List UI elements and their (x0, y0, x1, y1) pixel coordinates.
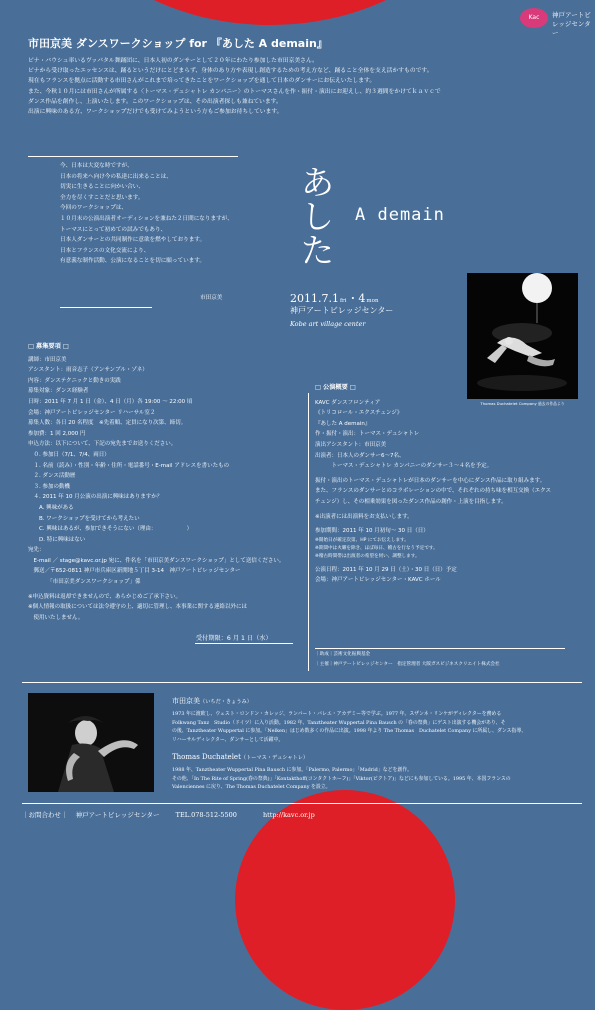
intro-line: 出演に興味のある方、ワークショップだけでも受けてみようという方もご参加お待ちしています。 (28, 109, 283, 116)
performance-line: KAVC ダンスフロンティア (315, 399, 381, 406)
performance-line: 会場：神戸アートビレッジセンター・KAVC ホール (315, 577, 441, 584)
bio-line: Valenciennes に戻り、The Thomas Duchatelet Company を設立。 (172, 784, 331, 791)
workshop-line: ０. 参加日（7/1、7/4、両日） (28, 451, 110, 458)
bio-line: リハーサルディレクター、ダンサーとして活躍中。 (172, 737, 284, 744)
performance-note: ※期間中は火曜を除き、ほぼ毎日、稽古を行なう予定です。 (315, 545, 438, 551)
divider (22, 803, 582, 804)
inquiry-label: ｜お問合わせ｜ (22, 811, 68, 819)
workshop-line: 募集対象：ダンス経験者 (28, 388, 89, 395)
poem-line: １０月末の公演出演者オーディションを兼ねた２日間になりますが、 (60, 215, 233, 222)
workshop-line: C. 興味はあるが、参加できそうにない（理由： ） (28, 526, 193, 533)
performance-line: 参加期間：2011 年 10 月初旬～ 30 日（日） (315, 528, 429, 535)
poem-line: 日本とフランスの文化交流により、 (60, 247, 150, 254)
workshop-line: 宛先： (28, 547, 45, 554)
poem-line: トーマスにとって初めての試みでもあり、 (60, 226, 167, 233)
bio-name (172, 697, 582, 707)
intro-line: ピナから受け取ったエッセンスは、踊るというだけにとどまらず、身体のあり方や表現し創造するための考え方など、踊ること全体を支え活かすものです。 (28, 68, 433, 75)
workshop-line: ２. ダンス活動歴 (28, 473, 76, 480)
show-title-vertical (301, 163, 334, 270)
workshop-line: 講師：市田京美 (28, 356, 67, 363)
performance-line: ※出演者には出演料をお支払いします。 (315, 513, 413, 520)
date-separator: ・ (347, 292, 359, 305)
poem-signature: 市田京美 (200, 295, 223, 301)
performance-line: チェンジ）し、その相乗効果を図ったダンス作品の創作・上演を目指します。 (315, 498, 507, 505)
workshop-line: アシスタント：雨音志子（アンサンブル・ゾネ） (28, 367, 148, 374)
bio-name (172, 753, 582, 763)
biographies (172, 697, 582, 792)
poem-line: 今、日本は大変な時ですが、 (60, 163, 133, 169)
poem-line: 切実に生きることに向かい合い、 (60, 184, 144, 191)
intro-text (28, 56, 568, 117)
workshop-line: ４. 2011 年 10 月公演の出演に興味はありますか？ (28, 494, 163, 501)
workshop-line: D. 特に興味はない (28, 536, 86, 543)
bio-line: の後、Tanztheater Wuppertal に参加。「Nelken」はじめ数多くの作品に出演。1998 年より The Thomas Duchatelet Company に所属し、ダンス指導、 (172, 728, 527, 735)
intro-line: ピナ・バウシュ率いるヴッパタル舞踊団に、日本人初のダンサーとして２０年にわたり参加した市田京美さん。 (28, 58, 318, 64)
performance-heading: □ 公演概要 □ (315, 384, 356, 391)
performance-line: 作・振付・演出：トーマス・デュシャトレ (315, 431, 420, 438)
workshop-line: 参加費：1 回 2,000 円 (28, 430, 86, 437)
performance-line: 『あした A demain』 (315, 420, 371, 427)
performance-note: ※開始日が確定次第、HP にてお伝えします。 (315, 537, 409, 543)
workshop-line: 会場：神戸アートビレッジセンター リハーサル室２ (28, 409, 156, 416)
dancer-portrait-photo (28, 693, 154, 792)
title-char: た (301, 231, 334, 270)
workshop-line: ３. 参加の動機 (28, 483, 70, 490)
venue-english: Kobe art village center (290, 320, 366, 328)
intro-line: また、今秋１０月には市田さんが所属する〈トーマス・デュシャトレ カンパニー〉のトーマスさんを作・振付・演出にお迎えし、約３週間をかけてｋａｖｃで (28, 88, 441, 95)
phone-number[interactable]: TEL.078-512-5500 (175, 811, 237, 819)
footer-contact (22, 810, 321, 819)
performance-line: 演出アシスタント：市田京美 (315, 441, 387, 448)
bio-line: その他、「In The Rite of Spring(春の祭典)」「Kontakthoff(コンタクトホーフ)」「Viktor(ビクトア)」などにも参加している。1995 年、本国フランスの (172, 775, 511, 782)
show-date (290, 287, 380, 306)
poem-line: 全力を尽くすことだと思います。 (60, 194, 144, 201)
intro-line: 現在もフランスを拠点に活動する市田さんがこれまで培ってきたことをワークショップを通して日本のダンサーにお伝えいたします。 (28, 78, 376, 85)
date-weekday: mon (366, 298, 379, 304)
organizer-credit: ｜主催｜神戸アートビレッジセンター 指定管理者 大阪ガスビジネスクリエイト株式会社 (315, 662, 500, 667)
workshop-email-line: E-mail ／ stage@kavc.or.jp 宛に、件名を「市田京美ダンスワークショップ」として送信ください。 (28, 557, 285, 564)
application-deadline: 受付期限：6 月 1 日（水） (196, 635, 272, 642)
date-day: 4 (358, 292, 366, 305)
divider (60, 307, 152, 308)
bio-line: 1988 年、Tanztheater Wuppertal Pina Bausch に参加。「Palermo, Palermo」「Madrid」などを創作。 (172, 766, 413, 773)
divider (22, 682, 582, 683)
bio-reading: （いちだ・きょうみ） (200, 699, 252, 705)
performance-line: また、フランスのダンサーとのコラボレーションの中で、それぞれの持ち味を相互交換（エクス (315, 488, 552, 495)
workshop-note: ※個人情報の取扱については法令遵守の上、適切に管理し、本事業に関する連絡以外には (28, 604, 248, 611)
performance-line: 公演日程：2011 年 10 月 29 日（土）・30 日（日）予定 (315, 566, 457, 573)
performance-line: 振付・演出のトーマス・デュシャトレが日本のダンサーを中心にダンス作品に取り組みます。 (315, 477, 546, 484)
title-char: あ (301, 163, 334, 202)
funding-credits (315, 650, 500, 670)
poem-line: 日本人ダンサーとの共同制作に意欲を燃やしております。 (60, 237, 206, 244)
workshop-line: B. ワークショップを受けてから考えたい (28, 515, 140, 522)
org-name: 神戸アートビレッジセンター (552, 11, 591, 37)
red-circle-top-decoration (60, 0, 480, 25)
divider (315, 648, 565, 649)
workshop-line: 内容：ダンステクニックと動きの実践 (28, 377, 121, 384)
footer-org: 神戸アートビレッジセンター (75, 811, 160, 819)
performance-overview (315, 383, 585, 586)
date-weekday: fri (339, 298, 347, 304)
workshop-heading: □ 募集要項 □ (28, 343, 69, 350)
workshop-line: 郵送／〒652-0811 神戸市兵庫区新開地５丁目 3-14 神戸アートビレッジセンター (28, 568, 241, 575)
workshop-note: ※申込資料は返却できませんので、あらかじめご了承下さい。 (28, 593, 182, 600)
workshop-line: 申込方法：以下について、下記の宛先までお送りください。 (28, 441, 177, 448)
divider (195, 643, 293, 644)
bio-reading: （トーマス・デュシャトレ） (240, 754, 309, 761)
performance-line: トーマス・デュシャトレ カンパニーのダンサー３～４名を予定。 (315, 463, 493, 470)
divider (28, 156, 238, 157)
venue-japanese: 神戸アートビレッジセンター (290, 306, 394, 315)
workshop-line: A. 興味がある (28, 504, 74, 511)
red-circle-bottom-decoration (235, 790, 455, 1010)
show-title-french: A demain (355, 205, 445, 225)
grant-credit: ｜助成｜芸術文化振興基金 (315, 652, 371, 657)
date-year: 2011.7.1 (290, 292, 339, 305)
workshop-line: 日時：2011 年 7 月 1 日（金）、4 日（月）各 19:00 ～ 22:00 頃 (28, 398, 193, 405)
workshop-line: 募集人数：各日 20 名程度 ※先着順、定員になり次第、締切。 (28, 420, 187, 427)
poem-line: 今回のワークショップは、 (60, 205, 128, 212)
column-divider (308, 393, 309, 671)
performance-note: ※稽古時間帯は出演者の希望を伺い、調整します。 (315, 553, 420, 559)
performance-line: 出演者：日本人のダンサー6～7名、 (315, 452, 405, 459)
workshop-note: 使用いたしません。 (28, 614, 84, 621)
intro-line: ダンス作品を創作し、上演いたします。このワークショップは、その出演者探しも兼ねています。 (28, 98, 282, 105)
website-link[interactable]: http://kavc.or.jp (262, 811, 315, 819)
kavc-logo: Kac (520, 8, 548, 28)
workshop-details (28, 342, 288, 623)
poem-line: 有意義な制作活動、公演になることを切に願っています。 (60, 258, 205, 265)
poem-line: 日本の将来へ向け今の私達に出来ることは、 (60, 173, 172, 180)
workshop-line: 「市田京美ダンスワークショップ」係 (28, 579, 141, 586)
photo-caption: Thomas Duchatelet Company 過去の作品より (480, 401, 565, 406)
bio-name-text: Thomas Duchatelet (172, 752, 241, 761)
workshop-line: １. 名前（読み）・性別・年齢・住所・電話番号・E-mail アドレスを書いたもの (28, 462, 230, 469)
title-char: し (301, 197, 334, 236)
bio-line: 1973 年に渡欧し、ウェスト・ロンドン・カレッジ、ランバート・バレエ・アカデミー等で学ぶ。1977 年、スザンネ・リンケがディレクターを務める (172, 710, 502, 717)
poem-message (60, 161, 270, 267)
bio-line: Folkwang Tanz Studio（ドイツ）に入り活動。1982 年、Tanztheater Wuppertal Pina Bausch の「春の祭典」にゲスト出演する機会があり、そ (172, 719, 506, 726)
page-title: 市田京美 ダンスワークショップ for 『あした A demain』 (28, 37, 328, 50)
performance-line: 《トリコロール・エクスチェンジ》 (315, 410, 403, 417)
performance-photo (467, 273, 578, 399)
bio-name-text: 市田京美 (172, 697, 200, 705)
